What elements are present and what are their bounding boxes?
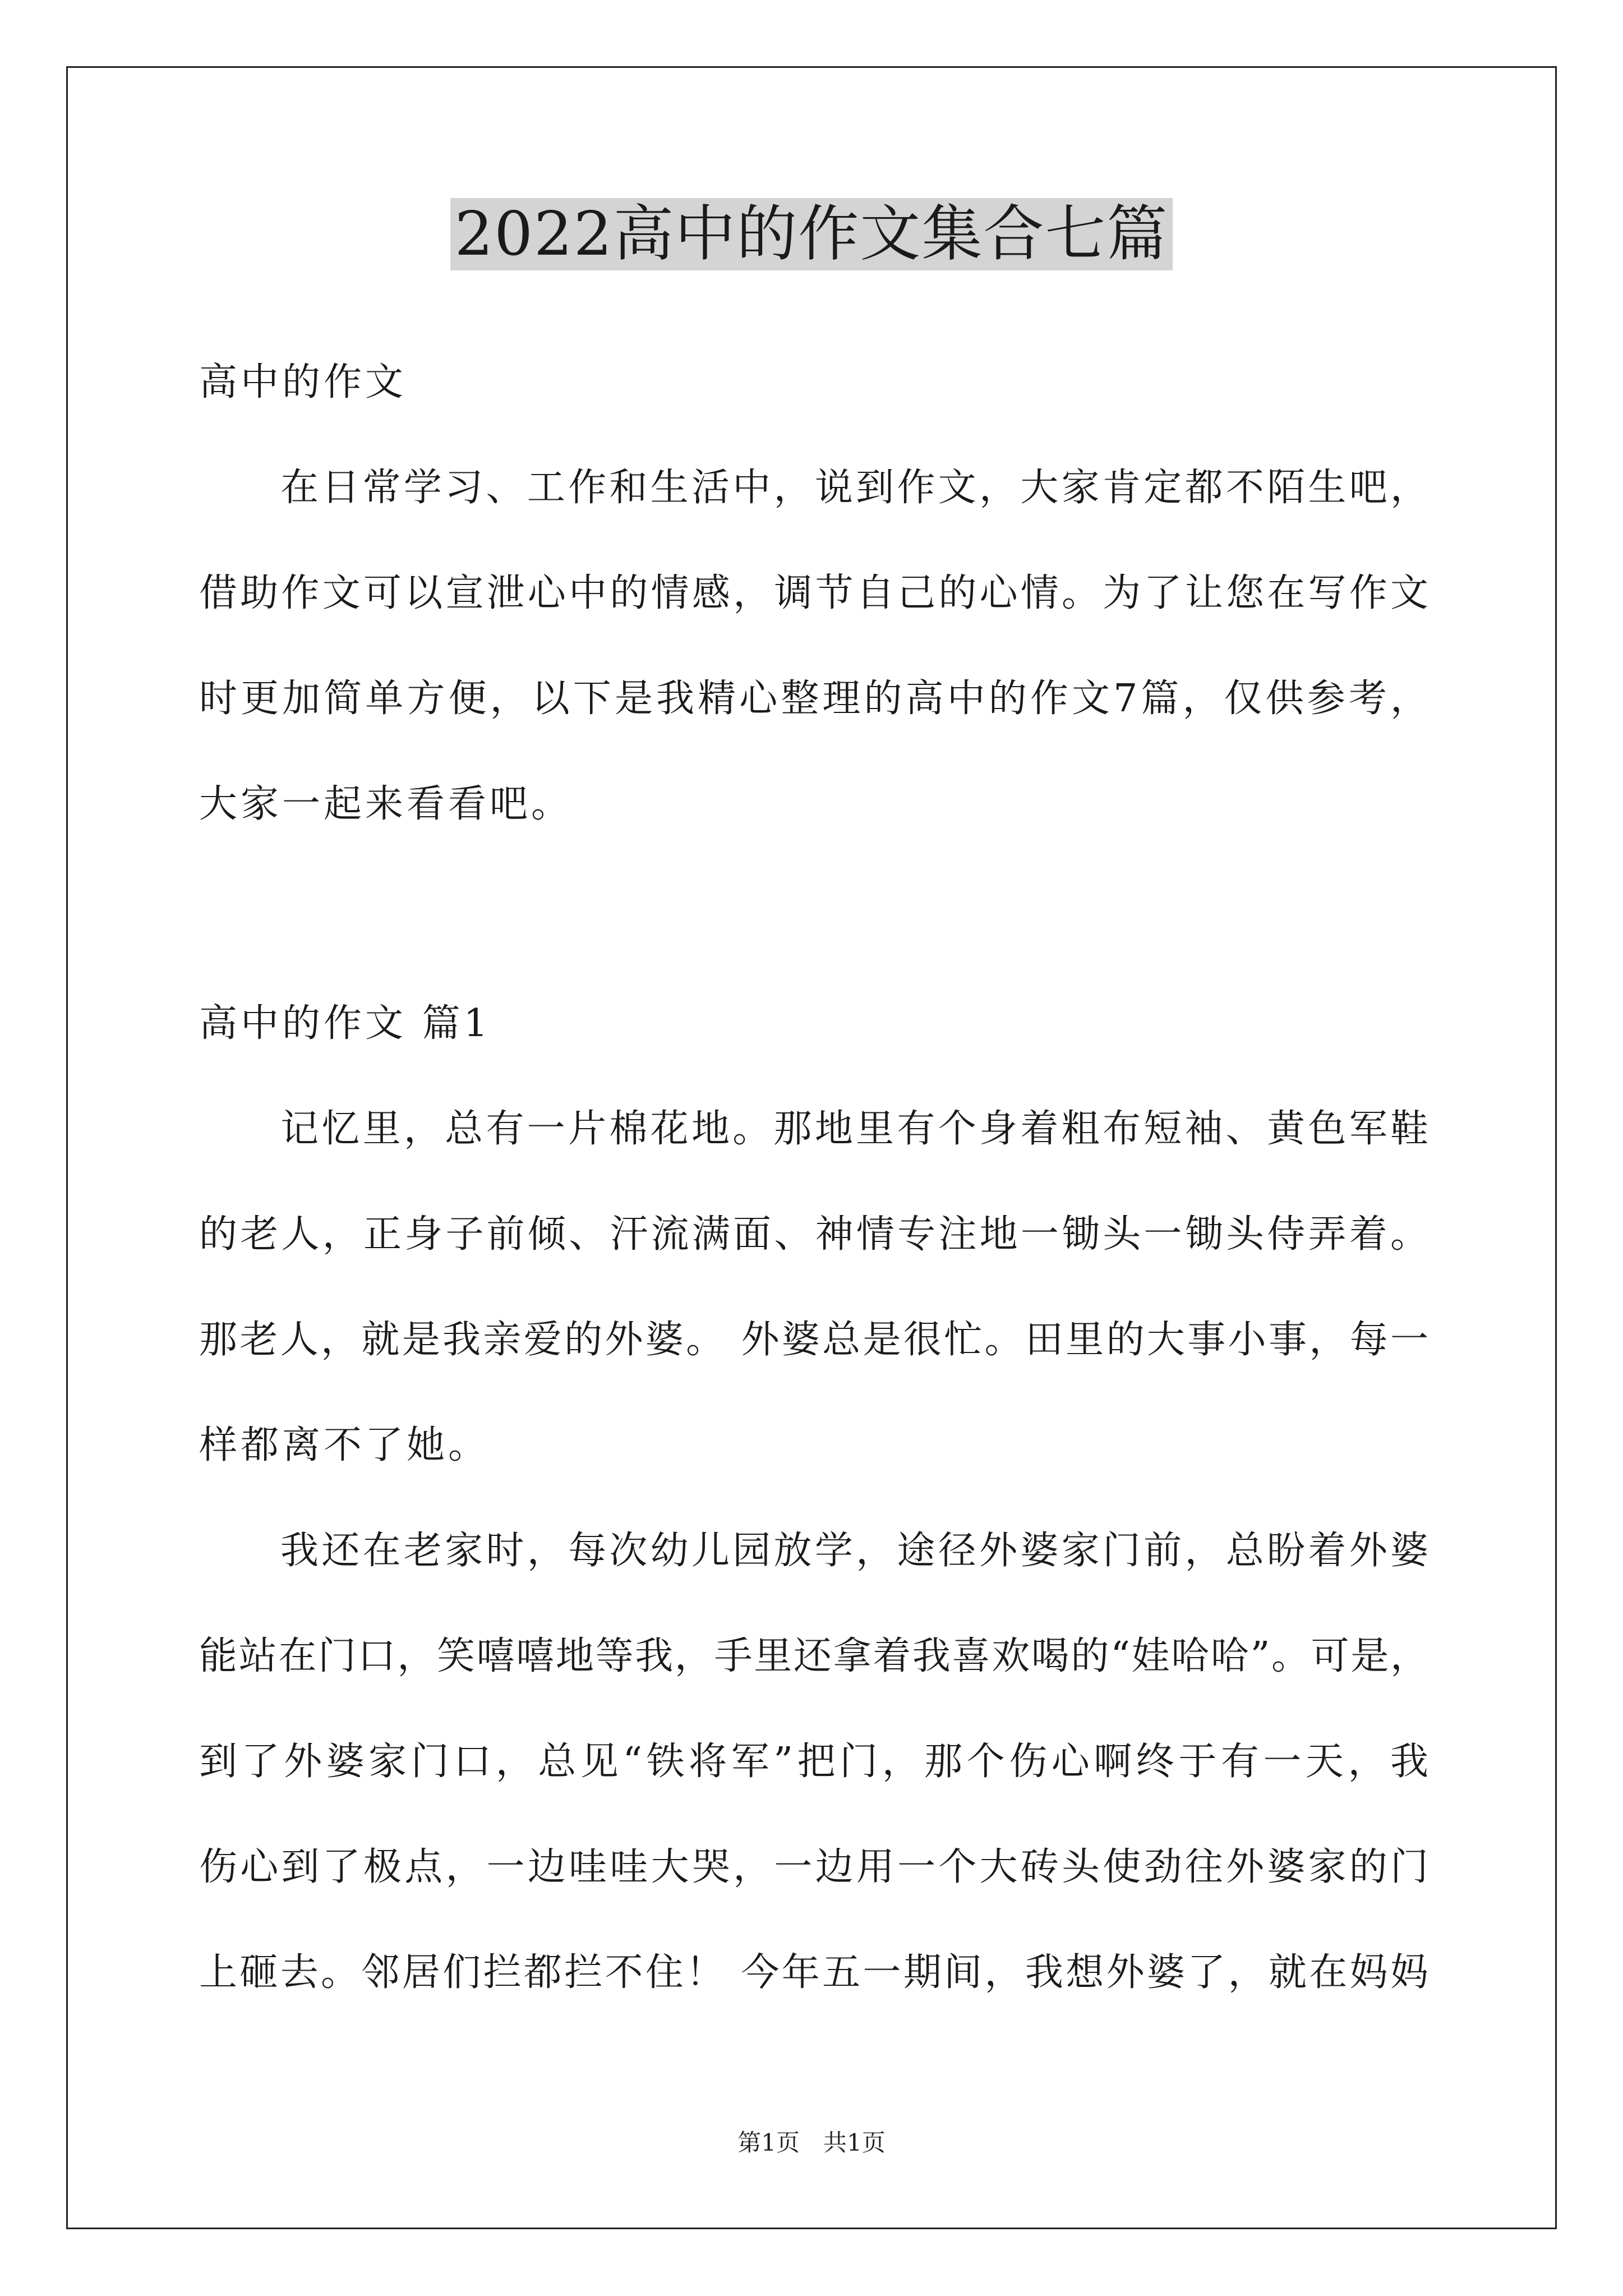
paragraph-line: 的老人，正身子前倾、汗流满面、神情专注地一锄头一锄头侍弄着。: [199, 1212, 1428, 1257]
paragraph-line: 上砸去。邻居们拦都拦不住！ 今年五一期间，我想外婆了，就在妈妈: [199, 1950, 1428, 1995]
paragraph-line: 记忆里，总有一片棉花地。那地里有个身着粗布短袖、黄色军鞋: [280, 1107, 1428, 1151]
paragraph-line: 样都离不了她。: [199, 1423, 490, 1467]
intro-heading: 高中的作文: [199, 360, 407, 404]
paragraph-line: 能站在门口，笑嘻嘻地等我，手里还拿着我喜欢喝的“娃哈哈”。可是，: [199, 1634, 1428, 1678]
intro-line: 在日常学习、工作和生活中，说到作文，大家肯定都不陌生吧，: [280, 466, 1428, 510]
paragraph-line: 到了外婆家门口，总见“铁将军”把门，那个伤心啊终于有一天，我: [199, 1740, 1428, 1784]
section-heading: 高中的作文 篇1: [199, 1001, 491, 1046]
intro-line: 大家一起来看看吧。: [199, 782, 573, 826]
intro-line: 借助作文可以宣泄心中的情感，调节自己的心情。为了让您在写作文: [199, 571, 1428, 615]
document-title: [0, 195, 1623, 274]
paragraph-line: 伤心到了极点，一边哇哇大哭，一边用一个大砖头使劲往外婆家的门: [199, 1845, 1428, 1889]
intro-line: 时更加简单方便，以下是我精心整理的高中的作文7篇，仅供参考，: [199, 677, 1428, 721]
paragraph-line: 我还在老家时，每次幼儿园放学，途径外婆家门前，总盼着外婆: [280, 1529, 1428, 1573]
page-footer: 第1页 共1页: [737, 2129, 886, 2156]
paragraph-line: 那老人，就是我亲爱的外婆。 外婆总是很忙。田里的大事小事，每一: [199, 1318, 1428, 1362]
title-text: 2022高中的作文集合七篇: [450, 198, 1173, 270]
